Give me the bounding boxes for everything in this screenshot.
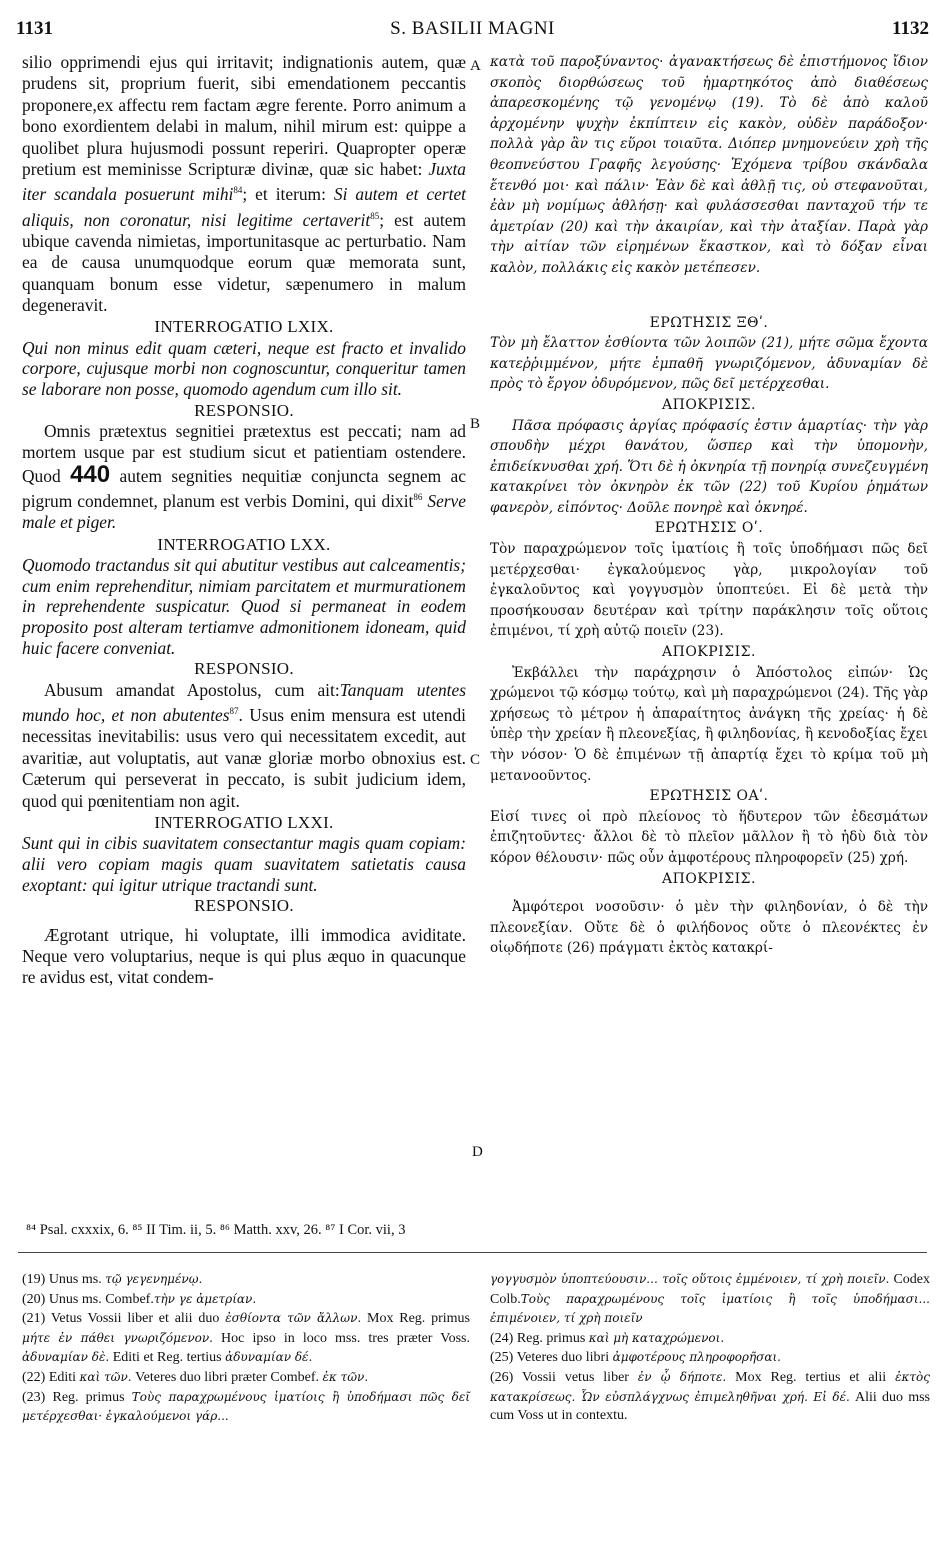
margin-letter-d: D [472,1144,483,1160]
heading-responsio: RESPONSIO. [194,659,294,679]
greek-question-70: Τὸν παραχρώμενον τοῖς ἱματίοις ἢ τοῖς ὑποδήμασι πῶς δεῖ μετέρχεσθαι· ἐγκαλούμενος γὰρ, μικρολογίαν τοῦ ἐγκαλοῦντος καὶ γογγυσμὸν ὑποπτεύει. Εἰ δὲ μετὰ τὴν προσήκουσαν δευτέραν καὶ τρίτην παράκλησιν τοῖς οὕτοις ἐπιμένοι, τί χρὴ αὐτῷ ποιεῖν (23). [490,541,928,640]
scripture-references: ⁸⁴ Psal. cxxxix, 6. ⁸⁵ II Tim. ii, 5. ⁸⁶ Matth. xxv, 26. ⁸⁷ I Cor. vii, 3 [26,1222,406,1238]
footnote: (19) Unus ms. τῷ γεγενημένῳ. [22,1272,203,1287]
heading-interrogatio-71: INTERROGATIO LXXI. [154,812,334,832]
footnote: (26) Vossii vetus liber ἐν ᾧ δήποτε. Mox Reg. tertius et alii ἐκτὸς κατακρίσεως. Ὧν εὐσπλάγχνως ἐπιμεληθῆναι χρή. Εἰ δέ. Alii duo mss cum Voss ut in contextu. [490,1369,931,1424]
footnote: (20) Unus ms. Combef.τὴν γε ἀμετρίαν. [22,1291,257,1307]
greek-column [490,52,928,959]
footnote: (25) Veteres duo libri ἀμφοτέρους πληροφορῆσαι. [490,1350,781,1366]
response-70: Abusum amandat Apostolus, cum ait:Tanquam utentes mundo hoc, et non abutentes$^{87}$. Usus enim mensura est utendi necessitas inevitabilis: usus vero qui necessitatem excedit, aut avaritiæ, aut voluptatis, aut vanæ gloriæ morbo obnoxius est. Cæterum qui perseverat in peccato, is subit judicium idem, quod qui pœnitentiam non agit. [22,679,466,811]
heading-erotesis-70: ΕΡΩΤΗΣΙΣ Οʹ. [654,520,764,537]
margin-letter-b: B [470,416,481,432]
margin-letter-a: A [470,58,481,74]
footnote: (21) Vetus Vossii liber et alii duo ἐσθίοντα τῶν ἄλλων. Mox Reg. primus μήτε ἐν πάθει γνωριζόμενον. Hoc ipso in loco mss. tres præter Voss. ἀδυναμίαν δὲ. Editi et Reg. tertius ἀδυναμίαν δέ. [22,1311,470,1366]
running-header [16,18,929,48]
heading-interrogatio-70: INTERROGATIO LXX. [157,534,331,554]
response-69: Omnis prætextus segnitiei prætextus est peccati; nam ad mortem usque par est studium sicut et patientiam ostendere. Quod 440 autem segnities nequitiæ conjuncta segnem ac pigrum condemnet, planum est verbis Domini, qui dixit$^{86}$ Serve male et piger. [22,421,466,533]
footnotes-left [22,1270,470,1427]
heading-interrogatio-69: INTERROGATIO LXIX. [154,317,334,337]
question-69: Qui non minus edit quam cæteri, neque est fracto et invalido corpore, cujusque morbi non cognoscuntur, conqueritur tamen se laborare non posse, quomodo agendum cum illo sit. [22,337,466,400]
footnote: (24) Reg. primus καὶ μὴ καταχρώμενοι. [490,1330,725,1346]
greek-response-69: Πᾶσα πρόφασις ἀργίας πρόφασίς ἐστιν ἁμαρτίας· τὴν γὰρ σπουδὴν μέχρι θανάτου, ὥσπερ καὶ τὴν ὑπομονὴν, ἐπιδείκνυσθαι χρή. Ὅτι δὲ ἡ ὀκνηρία τῇ πονηρίᾳ συνεζευγμένη κατακρίνει τὸν ὀκνηρὸν ἐκ τῶν (22) τοῦ Κυρίου ῥημάτων φανερὸν, εἰπόντος· Δοῦλε πονηρὲ καὶ ὀκνηρέ. [490,417,928,516]
footnotes-right [490,1270,930,1426]
question-70: Quomodo tractandus sit qui abutitur vestibus aut calceamentis; cum enim reprehenditur, nimiam parcitatem et murmurationem in reprehendente suspicatur. Quod si permaneat in eodem proposito post alteram tertiamve admonitionem idoneam, quid huic facere conveniat. [22,555,466,658]
latin-column [22,52,466,989]
heading-responsio: RESPONSIO. [194,896,294,916]
greek-response-71: Ἀμφότεροι νοσοῦσιν· ὁ μὲν τὴν φιληδονίαν, ὁ δὲ τὴν πλεονεξίαν. Οὔτε δὲ ὁ φιλήδονος οὔτε ὁ πλεονέκτες ἐν οἱῳδήποτε (26) πράγματι ἐκτὸς κατακρί- [490,899,928,957]
heading-erotesis-69: ΕΡΩΤΗΣΙΣ ΞΘʹ. [649,314,769,331]
footnote: (23) Reg. primus Τοὺς παραχρωμένους ἱματίοις ἢ ὑποδήμασι πῶς δεῖ μετέρχεσθαι· ἐγκαλούμενοι γάρ... [22,1389,470,1424]
heading-responsio: RESPONSIO. [194,400,294,420]
latin-paragraph: silio opprimendi ejus qui irritavit; indignationis autem, quæ prudens sit, proprium fuerit, sibi emendationem peccantis proponere,ex affectu rem factam ægre ferente. Porro animum a bono exordientem delabi in malum, nihil mirum est: quippe a quolibet plura hujusmodi possunt reperiri. Quapropter operæ pretium est meminisse Scripturæ divinæ, quæ sic habet: Juxta iter scandala posuerunt mihi$^{84}$; et iterum: Si autem et certet aliquis, non coronatur, nisi legitime certaverit$^{85}$; est autem ubique cavenda nimietas, importunitasque ac perturbatio. Nam ea de causa unumquodque eorum quæ memorata sunt, quanquam bonum esse videtur, sæpenumero in malum degeneravit. [22,52,466,316]
left-page-number: 1131 [16,18,53,39]
greek-paragraph: κατὰ τοῦ παροξύναντος· ἀγανακτήσεως δὲ ἐπιστήμονος ἴδιον σκοπὸς διορθώσεως τοῦ ἡμαρτηκότος ἀπὸ διαθέσεως ἀπαρεσκομένης τῷ γενομένῳ (19). Τὸ δὲ ἀπὸ καλοῦ ἀρχομένην ψυχὴν ἐκπίπτειν εἰς κακὸν, οὐδὲν παράδοξον· πολλὰ γὰρ ἂν τις εὕροι τοιαῦτα. Διόπερ μνημονεύειν χρὴ τῆς θεοπνεύστου Γραφῆς λεγούσης· Ἐχόμενα τρίβου σκάνδαλα ἔτενθό μοι· καὶ πάλιν· Ἐὰν δὲ καὶ ἀθλῇ τις, οὐ στεφανοῦται, ἐὰν μὴ νομίμως ἀθλήσῃ· καὶ φυλάσσεσθαι πανταχοῦ τήν τε ἀμετρίαν (20) καὶ τὴν ἀκαιρίαν, καὶ τὴν ἀταξίαν. Παρὰ γὰρ τὴν αἰτίαν τῶν εἰρημένων ἕκαστκον, καὶ τὸ δόξαν εἶναι καλὸν, πολλάκις εἰς κακὸν μετέπεσεν. [490,54,928,276]
response-71: Ægrotant utrique, hi voluptate, illi immodica aviditate. Neque vero voluptarius, neque is qui plus æquo in quacunque re avidus est, vitat condem- [22,924,466,988]
page-marker: 440 [70,460,111,488]
heading-apokrisis: ΑΠΟΚΡΙΣΙΣ. [662,644,756,661]
footnote: γογγυσμὸν ὑποπτεύουσιν... τοῖς οὕτοις ἐμμένοιεν, τί χρὴ ποιεῖν. Codex Colb.Τοὺς παραχρωμένους τοῖς ἱματίοις ἢ τοῖς ὑποδήμασι... ἐπιμένοιεν, τί χρὴ ποιεῖν [490,1272,931,1326]
footnote-divider [18,1252,927,1253]
heading-apokrisis: ΑΠΟΚΡΙΣΙΣ. [662,396,756,413]
greek-response-70: Ἐκβάλλει τὴν παράχρησιν ὁ Ἀπόστολος εἰπών· Ὡς χρώμενοι τῷ κόσμῳ τούτῳ, καὶ μὴ παραχρώμενοι (24). Τῆς γὰρ χρήσεως τὸ μέτρον ἡ ἀπαραίτητος ἀνάγκη τῆς χρείας· ἡ δὲ ὑπὲρ τὴν χρείαν ἢ πλεονεξίας, ἢ φιληδονίας, ἢ κενοδοξίας ἔχει τὴν νόσον· Ὁ δὲ ἐπιμένων τῇ ἀπαρτίᾳ ἔχει τὸ κρίμα τοῦ μὴ μετανοοῦντος. [490,664,928,784]
greek-question-69: Τὸν μὴ ἔλαττον ἐσθίοντα τῶν λοιπῶν (21), μήτε σῶμα ἔχοντα κατεῤῥιμμένον, μήτε ἐμπαθῆ γνωριζόμενον, ἀδυναμίαν δὲ πρὸς τὸ ἔργον ὀδυρόμενον, πῶς δεῖ μετέρχεσθαι. [490,335,928,393]
heading-apokrisis: ΑΠΟΚΡΙΣΙΣ. [662,870,756,887]
margin-letter-c: C [470,752,481,768]
right-page-number: 1132 [892,18,929,39]
greek-question-71: Εἰσί τινες οἱ πρὸ πλείονος τὸ ἥδυτερον τῶν ἐδεσμάτων ἐπιζητοῦντες· ἄλλοι δὲ τὸ πλεῖον μᾶλλον ἢ τὸ ἡδὺ διὰ τὸν κόρον θέλουσιν· πῶς οὖν ἀμφοτέρους πληροφορεῖν (25) χρή. [490,808,928,866]
question-71: Sunt qui in cibis suavitatem consectantur magis quam copiam: alii vero copiam magis quam suavitatem satietatis causa exoptant: qui igitur utrique tractandi sunt. [22,833,466,895]
heading-erotesis-71: ΕΡΩΤΗΣΙΣ ΟΑʹ. [649,788,769,805]
running-title: S. BASILII MAGNI [390,18,555,39]
footnote: (22) Editi καὶ τῶν. Veteres duo libri præter Combef. ἐκ τῶν. [22,1369,369,1385]
